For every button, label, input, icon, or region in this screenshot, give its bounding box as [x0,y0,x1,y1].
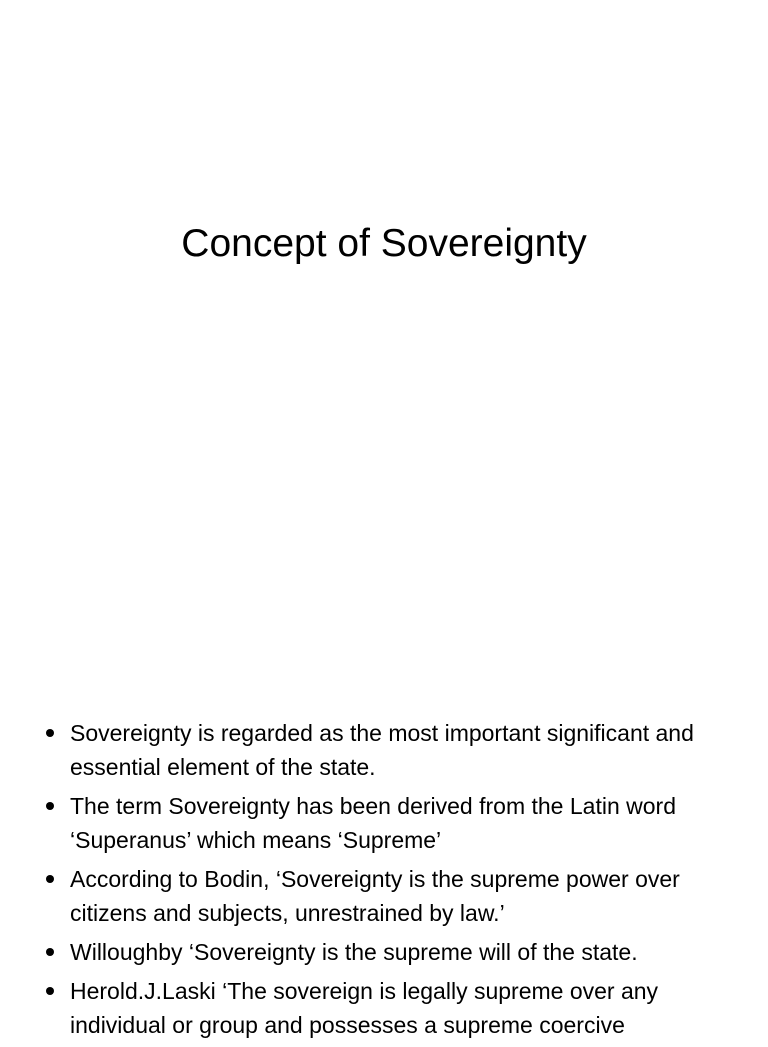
bullet-item [44,935,744,969]
bullet-dot-icon [46,875,54,883]
bullet-text: Willoughby ‘Sovereignty is the supreme will of the state. [70,939,638,965]
bullet-dot-icon [46,948,54,956]
bullet-item [44,862,744,930]
bullet-dot-icon [46,802,54,810]
bullet-list [44,716,744,1047]
bullet-item [44,716,744,784]
bullet-dot-icon [46,729,54,737]
bullet-text: Sovereignty is regarded as the most important significant and essential element of the state. [70,720,694,780]
bullet-text: The term Sovereignty has been derived from the Latin word ‘Superanus’ which means ‘Supreme’ [70,793,676,853]
bullet-item [44,974,744,1042]
bullet-text: Herold.J.Laski ‘The sovereign is legally supreme over any individual or group and possesses a supreme coercive [70,978,659,1038]
bullet-text: According to Bodin, ‘Sovereignty is the supreme power over citizens and subjects, unrestrained by law.’ [70,866,680,926]
slide-title: Concept of Sovereignty [181,222,587,265]
bullet-item [44,789,744,857]
bullet-dot-icon [46,987,54,995]
